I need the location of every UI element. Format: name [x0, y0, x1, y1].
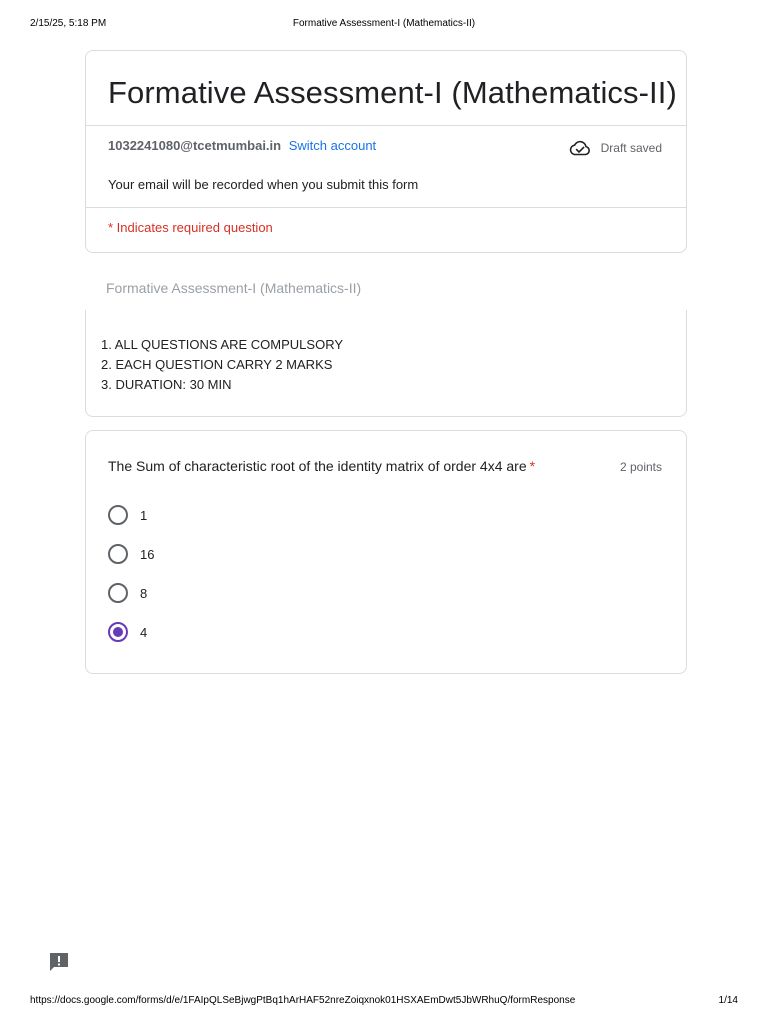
report-issue-icon[interactable]	[48, 951, 70, 973]
form-header-card	[85, 50, 687, 253]
radio-button-selected[interactable]	[108, 622, 128, 642]
instructions-list	[101, 335, 343, 395]
instruction-item: 2. EACH QUESTION CARRY 2 MARKS	[101, 357, 333, 372]
account-row	[108, 138, 376, 153]
draft-status	[569, 140, 662, 156]
question-label: The Sum of characteristic root of the identity matrix of order 4x4 are	[108, 458, 527, 474]
draft-status-text: Draft saved	[600, 141, 662, 155]
radio-button[interactable]	[108, 505, 128, 525]
question-points: 2 points	[619, 460, 662, 474]
page-number: 1/14	[718, 995, 738, 1006]
required-note: * Indicates required question	[108, 220, 273, 235]
print-document-title: Formative Assessment-I (Mathematics-II)	[292, 18, 476, 29]
required-star: *	[529, 458, 536, 474]
instruction-item: 3. DURATION: 30 MIN	[101, 377, 232, 392]
section-title: Formative Assessment-I (Mathematics-II)	[106, 280, 362, 296]
page-url: https://docs.google.com/forms/d/e/1FAIpQLSeBjwgPtBq1hArHAF52nreZoiqxnok01HSXAEmDwt5JbWRhuQ/formResponse	[30, 995, 576, 1006]
option-8[interactable]	[108, 583, 147, 603]
account-email: 1032241080@tcetmumbai.in	[108, 138, 282, 153]
switch-account-link[interactable]: Switch account	[288, 138, 377, 153]
question-text	[108, 458, 535, 474]
option-label: 1	[140, 507, 148, 523]
option-label: 8	[140, 585, 148, 601]
option-4[interactable]	[108, 622, 147, 642]
print-header	[0, 18, 768, 34]
print-datetime: 2/15/25, 5:18 PM	[30, 18, 107, 29]
notice-divider	[86, 207, 686, 208]
form-title: Formative Assessment-I (Mathematics-II)	[108, 75, 677, 110]
radio-button[interactable]	[108, 544, 128, 564]
instructions-card	[85, 310, 687, 417]
option-1[interactable]	[108, 505, 147, 525]
instruction-item: 1. ALL QUESTIONS ARE COMPULSORY	[101, 337, 344, 352]
email-notice: Your email will be recorded when you submit this form	[108, 177, 419, 192]
radio-button[interactable]	[108, 583, 128, 603]
option-label: 4	[140, 624, 148, 640]
header-divider	[86, 125, 686, 126]
question-card	[85, 430, 687, 674]
cloud-check-icon	[569, 140, 591, 156]
option-label: 16	[140, 546, 155, 562]
option-16[interactable]	[108, 544, 154, 564]
